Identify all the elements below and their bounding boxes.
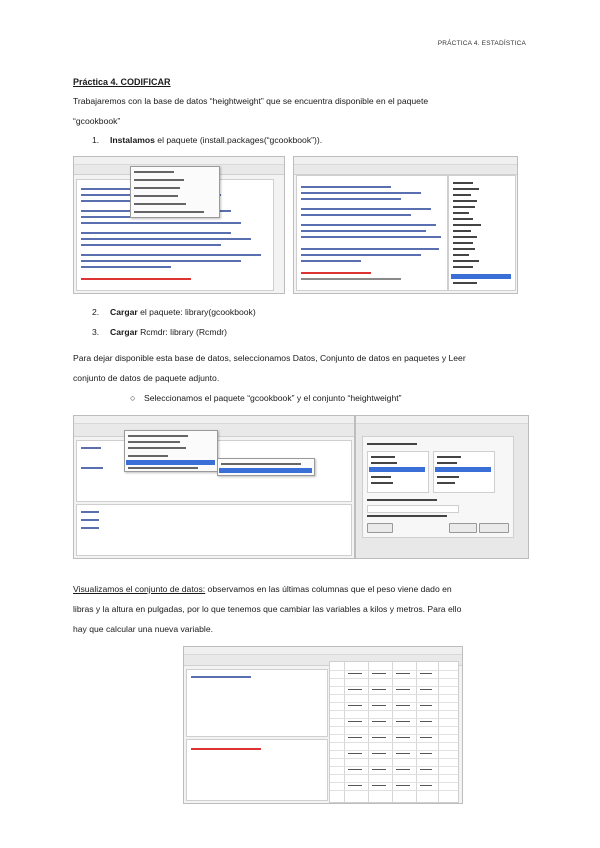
menu-highlight-conjunto-datos — [126, 460, 215, 465]
menu-bar — [74, 416, 354, 424]
screenshot-select-dataset-dialog — [355, 415, 529, 559]
rcmdr-output-pane — [186, 739, 328, 801]
visualizamos-line-3: hay que calcular una nueva variable. — [73, 624, 213, 634]
packages-dropdown-menu — [130, 166, 220, 218]
step-number: 2. — [92, 307, 100, 317]
selected-package-highlight — [451, 274, 511, 279]
accept-button[interactable] — [449, 523, 477, 533]
step-3 — [92, 327, 227, 337]
menu-bar — [74, 157, 284, 165]
step-text: el paquete (install.packages(“gcookbook”)). — [154, 135, 323, 145]
dataset-dialog-window — [362, 436, 514, 538]
menu-bar — [356, 416, 528, 424]
data-viewer-window — [329, 661, 459, 803]
intro-line-2: “gcookbook” — [73, 116, 121, 126]
screenshot-r-package-list — [293, 156, 518, 294]
step-keyword: Instalamos — [110, 135, 155, 145]
submenu-paquetes — [217, 458, 315, 476]
package-list-pane — [448, 175, 516, 291]
step-1 — [92, 135, 322, 145]
dataset-selected-highlight — [435, 467, 491, 472]
intro-line-1: Trabajaremos con la base de datos “heightweight” que se encuentra disponible en el paquete — [73, 96, 429, 106]
dataset-listbox — [433, 451, 495, 493]
step-2 — [92, 307, 256, 317]
bullet-seleccionamos — [130, 393, 402, 403]
rcmdr-output-pane — [76, 504, 352, 556]
step-text: Rcmdr: library (Rcmdr) — [137, 327, 227, 337]
submenu-highlight-leer-conjunto — [219, 468, 312, 473]
r-console-pane — [296, 175, 448, 291]
paragraph-datos-line-1: Para dejar disponible esta base de datos, seleccionamos Datos, Conjunto de datos en paquetes y Leer — [73, 353, 466, 363]
screenshot-r-install-menu — [73, 156, 285, 294]
page-header: PRÁCTICA 4. ESTADÍSTICA — [437, 40, 526, 47]
rcmdr-script-pane — [186, 669, 328, 737]
menu-bar — [294, 157, 517, 165]
visualizamos-text: observamos en las últimas columnas que el peso viene dado en — [205, 584, 452, 594]
visualizamos-line-2: libras y la altura en pulgadas, por lo que tenemos que cambiar las variables a kilos y metros. Para ello — [73, 604, 462, 614]
cancel-button[interactable] — [479, 523, 509, 533]
bullet-circle-icon: ○ — [130, 393, 136, 403]
step-number: 1. — [92, 135, 100, 145]
step-keyword: Cargar — [110, 327, 138, 337]
visualizamos-heading: Visualizamos el conjunto de datos: — [73, 584, 206, 594]
help-button[interactable] — [367, 523, 393, 533]
bullet-text: Seleccionamos el paquete “gcookbook” y el conjunto “heightweight” — [144, 393, 402, 403]
screenshot-data-viewer — [183, 646, 463, 804]
page-title: Práctica 4. CODIFICAR — [73, 77, 171, 87]
paragraph-datos-line-2: conjunto de datos de paquete adjunto. — [73, 373, 220, 383]
screenshot-rcmdr-datos-menu — [73, 415, 355, 559]
step-number: 3. — [92, 327, 100, 337]
step-keyword: Cargar — [110, 307, 138, 317]
package-selected-highlight — [369, 467, 425, 472]
toolbar — [294, 165, 517, 175]
package-listbox — [367, 451, 429, 493]
visualizamos-line-1 — [73, 583, 452, 595]
menu-bar — [184, 647, 462, 655]
step-text: el paquete: library(gcookbook) — [137, 307, 256, 317]
datos-dropdown-menu — [124, 430, 218, 472]
